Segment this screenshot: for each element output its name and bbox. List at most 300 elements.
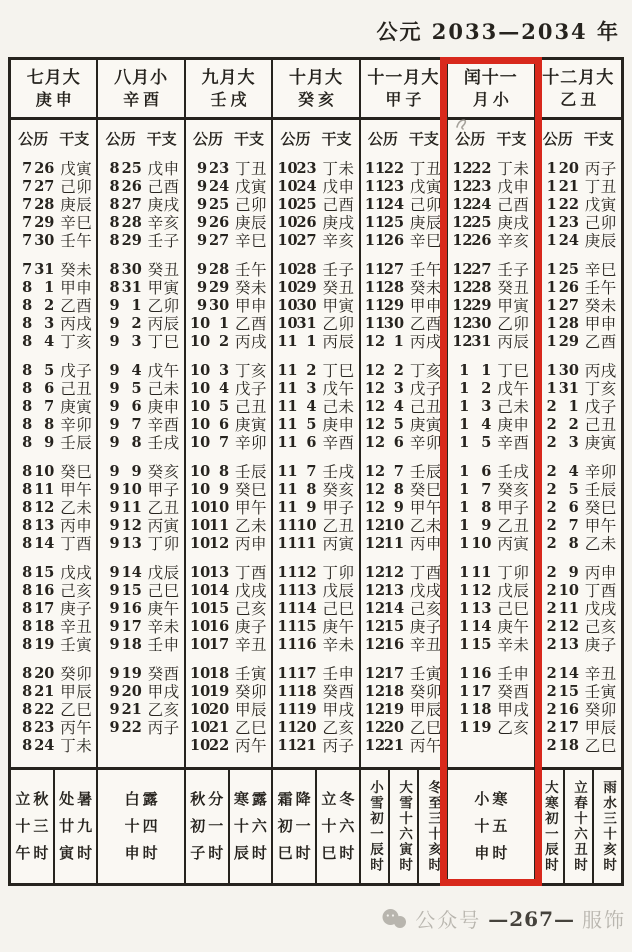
solar-term-text: 十三	[15, 817, 52, 835]
month-num: 9	[109, 635, 120, 653]
day-num: 23	[34, 718, 55, 736]
month-num: 11	[277, 718, 298, 736]
month-num: 10	[190, 480, 211, 498]
day-num: 7	[568, 516, 579, 534]
day-num: 7	[481, 480, 492, 498]
day-num: 28	[383, 278, 405, 296]
day-ganzhi: 庚午	[497, 618, 530, 636]
day-ganzhi: 戊子	[60, 362, 93, 380]
day-ganzhi: 辛卯	[409, 434, 442, 452]
month-num: 10	[277, 296, 298, 314]
day-num: 16	[296, 635, 317, 653]
month-num: 9	[196, 231, 208, 249]
solar-term	[315, 770, 359, 883]
day-num: 25	[209, 195, 230, 213]
day-row	[361, 736, 446, 754]
day-ganzhi: 戊戌	[60, 564, 93, 582]
day-num: 3	[131, 332, 142, 350]
day-ganzhi: 己巳	[322, 600, 355, 618]
month-num: 1	[459, 415, 470, 433]
pentad-group	[361, 260, 446, 350]
day-ganzhi: 壬寅	[235, 665, 268, 683]
day-ganzhi: 戊寅	[409, 178, 442, 196]
month-num: 11	[277, 361, 298, 379]
ganzhi-label: 干支	[408, 129, 439, 148]
day-ganzhi: 庚申	[497, 416, 530, 434]
solar-term	[273, 770, 315, 883]
month-num: 12	[364, 617, 386, 635]
month-num: 2	[546, 534, 557, 552]
day-num: 10	[471, 534, 492, 552]
day-num: 23	[296, 159, 317, 177]
month-num: 10	[190, 415, 211, 433]
month-num: 8	[109, 213, 120, 231]
pentad-group	[11, 563, 96, 653]
day-num: 28	[209, 260, 230, 278]
day-ganzhi: 癸未	[409, 279, 442, 297]
day-ganzhi: 甲子	[147, 481, 180, 499]
solar-term-text: 小雪初一辰时	[367, 780, 383, 873]
day-num: 25	[296, 195, 317, 213]
month-num: 10	[190, 397, 211, 415]
day-row	[361, 231, 446, 249]
solar-term-text: 立秋	[15, 790, 52, 808]
day-num: 15	[34, 563, 55, 581]
day-num: 10	[34, 462, 55, 480]
day-ganzhi: 癸亥	[497, 481, 530, 499]
day-num: 12	[121, 516, 142, 534]
month-num: 8	[22, 581, 33, 599]
month-column-leap-month-11	[446, 60, 533, 883]
month-num: 8	[22, 617, 33, 635]
solar-term-text: 处暑	[59, 790, 96, 808]
day-num: 7	[306, 462, 317, 480]
month-num: 2	[546, 599, 557, 617]
day-num: 13	[471, 599, 492, 617]
day-num: 16	[209, 617, 230, 635]
day-num: 18	[383, 682, 405, 700]
month-num: 12	[452, 177, 473, 195]
day-ganzhi: 庚寅	[584, 434, 617, 452]
month-num: 2	[546, 480, 557, 498]
month-num: 1	[459, 433, 470, 451]
day-ganzhi: 乙卯	[322, 315, 355, 333]
day-num: 11	[296, 534, 317, 552]
day-num: 8	[568, 534, 579, 552]
month-num: 10	[277, 195, 298, 213]
column-subheader	[186, 128, 271, 148]
day-ganzhi: 丙申	[584, 564, 617, 582]
day-num: 27	[383, 260, 405, 278]
day-num: 26	[209, 213, 230, 231]
day-num: 23	[383, 177, 405, 195]
pentad-group	[536, 664, 621, 754]
month-num: 9	[109, 599, 120, 617]
month-num: 12	[364, 462, 386, 480]
day-num: 13	[296, 581, 317, 599]
day-row	[361, 433, 446, 451]
day-num: 20	[383, 718, 405, 736]
day-num: 25	[383, 213, 405, 231]
month-num: 11	[277, 682, 298, 700]
day-num: 1	[568, 397, 579, 415]
solar-term-text: 申时	[124, 844, 161, 862]
solar-term-text: 寒露	[233, 790, 270, 808]
day-ganzhi: 壬午	[584, 279, 617, 297]
pentad-group	[273, 159, 358, 249]
day-row	[361, 534, 446, 552]
pentad-group	[186, 361, 271, 451]
day-num: 27	[34, 177, 55, 195]
day-ganzhi: 己亥	[60, 582, 93, 600]
day-ganzhi: 丙戌	[235, 333, 268, 351]
solar-term-text: 初一	[277, 817, 314, 835]
day-row	[186, 332, 271, 350]
month-num: 11	[364, 260, 386, 278]
month-name: 十月大	[288, 68, 343, 88]
day-ganzhi: 己酉	[322, 196, 355, 214]
ganzhi-label: 干支	[583, 129, 614, 148]
day-num: 1	[218, 314, 230, 332]
day-row	[273, 635, 358, 653]
day-row	[273, 736, 358, 754]
day-num: 14	[471, 617, 492, 635]
day-row	[98, 332, 183, 350]
day-num: 24	[558, 231, 579, 249]
footer	[381, 904, 626, 933]
day-row	[448, 718, 533, 736]
day-num: 1	[306, 332, 317, 350]
day-num: 12	[296, 563, 317, 581]
day-row	[448, 332, 533, 350]
month-num: 8	[22, 736, 33, 754]
day-num: 5	[44, 361, 55, 379]
month-num: 12	[364, 379, 386, 397]
day-num: 14	[558, 664, 579, 682]
day-ganzhi: 丁未	[60, 737, 93, 755]
day-num: 4	[44, 332, 55, 350]
day-ganzhi: 辛卯	[60, 416, 93, 434]
day-ganzhi: 戊寅	[584, 196, 617, 214]
month-num: 11	[277, 480, 298, 498]
day-ganzhi: 甲申	[60, 279, 93, 297]
day-ganzhi: 丁亥	[409, 362, 442, 380]
day-num: 23	[471, 177, 492, 195]
pentad-group	[448, 159, 533, 249]
day-num: 5	[568, 480, 579, 498]
month-num: 11	[277, 433, 298, 451]
day-ganzhi: 甲辰	[409, 701, 442, 719]
month-num: 11	[277, 617, 298, 635]
day-num: 11	[558, 599, 579, 617]
day-num: 18	[471, 700, 492, 718]
day-ganzhi: 戊辰	[322, 582, 355, 600]
pentad-group	[361, 664, 446, 754]
month-num: 10	[190, 682, 211, 700]
day-num: 19	[383, 700, 405, 718]
day-ganzhi: 乙亥	[147, 701, 180, 719]
day-ganzhi: 壬子	[497, 261, 530, 279]
day-ganzhi: 乙未	[60, 499, 93, 517]
month-num: 7	[22, 177, 33, 195]
day-num: 23	[209, 159, 230, 177]
day-num: 4	[131, 361, 142, 379]
month-num: 7	[22, 213, 33, 231]
day-num: 9	[218, 480, 230, 498]
day-ganzhi: 壬辰	[60, 434, 93, 452]
day-ganzhi: 辛巳	[235, 232, 268, 250]
day-ganzhi: 癸巳	[584, 499, 617, 517]
pentad-group	[361, 361, 446, 451]
day-num: 11	[121, 498, 142, 516]
month-num: 12	[452, 296, 473, 314]
day-num: 6	[218, 415, 230, 433]
month-num: 9	[109, 682, 120, 700]
month-num: 8	[22, 433, 33, 451]
month-num: 8	[22, 278, 33, 296]
day-ganzhi: 戊午	[322, 380, 355, 398]
day-ganzhi: 庚辰	[235, 214, 268, 232]
day-ganzhi: 丙辰	[497, 333, 530, 351]
month-num: 11	[364, 314, 386, 332]
day-num: 29	[34, 213, 55, 231]
day-ganzhi: 丙子	[584, 160, 617, 178]
day-num: 15	[383, 617, 405, 635]
solar-terms-cell	[273, 767, 358, 883]
day-ganzhi: 戊申	[147, 160, 180, 178]
solar-term-text: 立冬	[321, 790, 358, 808]
day-ganzhi: 癸卯	[584, 701, 617, 719]
page-number: —267—	[488, 906, 575, 931]
solar-term	[53, 770, 97, 883]
day-ganzhi: 丙寅	[322, 535, 355, 553]
day-num: 21	[383, 736, 405, 754]
month-num: 1	[546, 332, 557, 350]
day-ganzhi: 丁亥	[584, 380, 617, 398]
month-num: 1	[459, 534, 470, 552]
day-ganzhi: 己卯	[584, 214, 617, 232]
day-ganzhi: 乙卯	[497, 315, 530, 333]
day-ganzhi: 庚午	[147, 600, 180, 618]
day-num: 2	[393, 361, 404, 379]
solar-term-text: 巳时	[277, 844, 314, 862]
month-num: 2	[546, 682, 557, 700]
day-num: 2	[481, 379, 492, 397]
month-num: 8	[22, 397, 33, 415]
day-num: 6	[481, 462, 492, 480]
month-name: 十二月大	[542, 68, 615, 88]
day-num: 13	[383, 581, 405, 599]
day-num: 17	[296, 664, 317, 682]
day-ganzhi: 己未	[497, 398, 530, 416]
day-ganzhi: 丙寅	[147, 517, 180, 535]
pentad-group	[11, 664, 96, 754]
day-num: 6	[393, 433, 404, 451]
month-num: 10	[190, 581, 211, 599]
day-ganzhi: 己未	[322, 398, 355, 416]
day-ganzhi: 甲午	[235, 499, 268, 517]
solar-term-text: 廿九	[59, 817, 96, 835]
day-row	[273, 433, 358, 451]
gregorian-label: 公历	[367, 129, 398, 148]
day-row	[361, 332, 446, 350]
day-num: 15	[471, 635, 492, 653]
day-num: 26	[296, 213, 317, 231]
day-num: 15	[209, 599, 230, 617]
day-ganzhi: 乙巳	[584, 737, 617, 755]
day-num: 18	[121, 635, 142, 653]
solar-term-text: 子时	[190, 844, 227, 862]
month-num: 11	[277, 415, 298, 433]
pentad-group	[11, 159, 96, 249]
day-num: 14	[383, 599, 405, 617]
day-num: 8	[218, 462, 230, 480]
day-num: 8	[481, 498, 492, 516]
day-ganzhi: 壬申	[322, 665, 355, 683]
ganzhi-label: 干支	[321, 129, 352, 148]
day-row	[98, 635, 183, 653]
day-num: 17	[209, 635, 230, 653]
day-num: 30	[121, 260, 142, 278]
day-num: 12	[471, 581, 492, 599]
day-num: 17	[471, 682, 492, 700]
month-num: 11	[277, 563, 298, 581]
day-ganzhi: 癸卯	[409, 683, 442, 701]
day-ganzhi: 辛巳	[60, 214, 93, 232]
month-num: 12	[364, 599, 386, 617]
month-num: 9	[109, 397, 120, 415]
day-num: 15	[558, 682, 579, 700]
day-ganzhi: 辛酉	[322, 434, 355, 452]
day-ganzhi: 甲寅	[147, 279, 180, 297]
month-num: 12	[452, 278, 473, 296]
month-num: 8	[109, 260, 120, 278]
day-num: 21	[558, 177, 579, 195]
solar-term-text: 大寒初一辰时	[541, 780, 558, 873]
month-ganzhi: 庚申	[35, 90, 76, 109]
day-num: 3	[481, 397, 492, 415]
day-row	[448, 231, 533, 249]
ganzhi-label: 干支	[234, 129, 265, 148]
day-row	[536, 433, 621, 451]
month-num: 12	[364, 664, 386, 682]
day-ganzhi: 丁丑	[584, 178, 617, 196]
day-ganzhi: 壬辰	[584, 481, 617, 499]
solar-term-text: 午时	[15, 844, 52, 862]
month-num: 10	[277, 278, 298, 296]
solar-term	[417, 770, 446, 883]
day-ganzhi: 辛丑	[60, 618, 93, 636]
day-ganzhi: 戊申	[322, 178, 355, 196]
day-ganzhi: 辛酉	[147, 416, 180, 434]
month-num: 9	[109, 563, 120, 581]
day-num: 12	[209, 534, 230, 552]
day-ganzhi: 丁酉	[60, 535, 93, 553]
day-ganzhi: 丙申	[235, 535, 268, 553]
day-num: 2	[131, 314, 142, 332]
day-num: 19	[296, 700, 317, 718]
day-num: 19	[34, 635, 55, 653]
day-ganzhi: 己巳	[147, 582, 180, 600]
month-num: 10	[277, 213, 298, 231]
day-num: 26	[383, 231, 405, 249]
day-num: 27	[558, 296, 579, 314]
solar-term-text: 寅时	[59, 844, 96, 862]
day-num: 11	[209, 516, 230, 534]
solar-term-text: 申时	[474, 844, 511, 862]
watermark-prefix: 公众号	[415, 908, 482, 932]
day-ganzhi: 丁酉	[235, 564, 268, 582]
pentad-group	[361, 462, 446, 552]
month-num: 9	[196, 296, 208, 314]
pentad-group	[186, 664, 271, 754]
day-num: 15	[121, 581, 142, 599]
month-day-list	[273, 120, 358, 767]
month-num: 12	[364, 563, 386, 581]
day-ganzhi: 甲午	[60, 481, 93, 499]
day-num: 31	[121, 278, 142, 296]
calendar-table	[8, 57, 624, 886]
month-num: 12	[452, 314, 473, 332]
month-num: 9	[109, 332, 120, 350]
day-num: 6	[568, 498, 579, 516]
month-column-month-8	[96, 60, 183, 883]
pentad-group	[98, 260, 183, 350]
month-num: 1	[546, 195, 557, 213]
month-num: 12	[364, 682, 386, 700]
day-ganzhi: 庚子	[60, 600, 93, 618]
solar-term-text: 小寒	[474, 790, 511, 808]
day-ganzhi: 乙巳	[409, 719, 442, 737]
month-num: 2	[546, 736, 557, 754]
month-num: 12	[452, 213, 473, 231]
day-ganzhi: 戊申	[497, 178, 530, 196]
day-ganzhi: 丁卯	[147, 535, 180, 553]
day-ganzhi: 己卯	[235, 196, 268, 214]
pentad-group	[273, 462, 358, 552]
month-num: 11	[364, 177, 386, 195]
day-row	[186, 231, 271, 249]
solar-term	[448, 770, 533, 883]
month-num: 10	[190, 736, 211, 754]
month-name: 十一月大	[367, 68, 440, 88]
day-num: 5	[218, 397, 230, 415]
month-num: 12	[452, 332, 473, 350]
day-ganzhi: 庚申	[147, 398, 180, 416]
month-num: 9	[196, 278, 208, 296]
month-num: 1	[546, 361, 557, 379]
month-num: 9	[109, 296, 120, 314]
day-num: 30	[296, 296, 317, 314]
solar-terms-cell	[98, 767, 183, 883]
column-subheader	[11, 128, 96, 148]
day-num: 2	[44, 296, 55, 314]
day-num: 12	[383, 563, 405, 581]
month-num: 10	[277, 159, 298, 177]
day-num: 3	[393, 379, 404, 397]
day-num: 22	[34, 700, 55, 718]
day-ganzhi: 丙戌	[409, 333, 442, 351]
day-ganzhi: 庚戌	[147, 196, 180, 214]
day-num: 17	[383, 664, 405, 682]
day-ganzhi: 己丑	[60, 380, 93, 398]
day-num: 16	[383, 635, 405, 653]
day-row	[11, 231, 96, 249]
pentad-group	[11, 260, 96, 350]
day-ganzhi: 己酉	[147, 178, 180, 196]
month-num: 7	[22, 195, 33, 213]
day-ganzhi: 庚寅	[235, 416, 268, 434]
